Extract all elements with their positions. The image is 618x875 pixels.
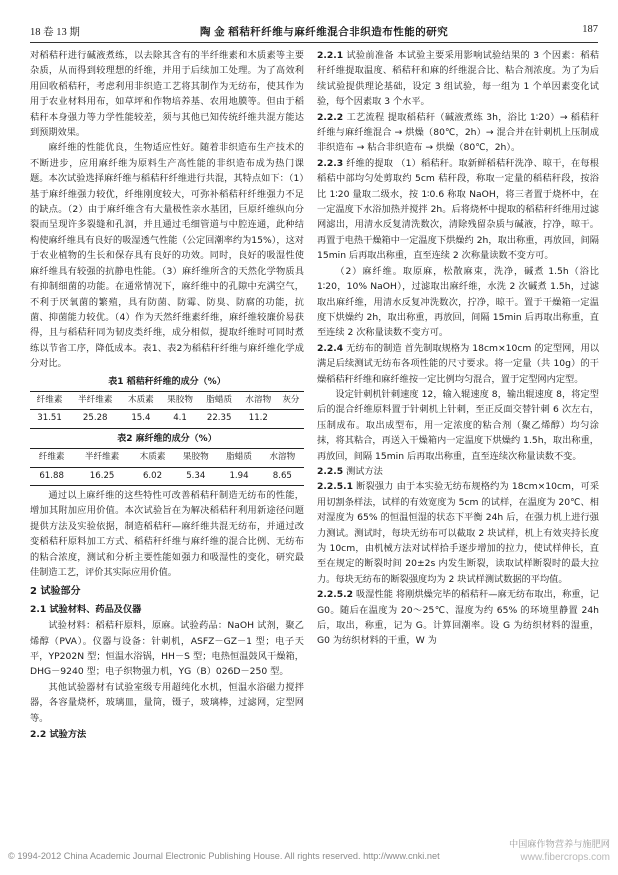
section-number: 2.2.4: [317, 342, 344, 354]
table-header-cell: 灰分: [278, 391, 304, 409]
paragraph-text: 纤维的提取 （1）稻秸秆。取新鲜稻秸秆洗净、晾干，在每根稻秸中部均匀处剪取约 5cm 秸秆段，称取一定量的稻秸秆段，按浴比 1∶20 量取二级水，按 1∶0.6 称取 NaOH，将三者置于烧杯中，在一定温度下水浴加热并搅拌 2h。后将烧杯中提取的稻秸秆纤维用过滤网滤出，用清水反复清洗数次，清除残留杂质与碱液，拧净，晾干。再置于电热干燥箱中一定温度下烘燥约 2h，取出称重，再放回，间隔 15min 后再取出称重，直至连续 2 次称量读数不变方可。: [317, 157, 599, 262]
table2-hemp-composition: [30, 448, 304, 486]
page-number: 187: [582, 24, 598, 35]
subsection-heading-materials: 2.1 试验材料、药品及仪器: [30, 603, 142, 615]
paragraph-preparation: [317, 48, 599, 110]
table-cell: 8.65: [261, 467, 304, 485]
paragraph-nonwoven-making: [317, 341, 599, 387]
volume-issue: 18 卷 13 期: [30, 27, 80, 38]
right-column: [317, 48, 599, 649]
table-header-cell: 水溶物: [239, 391, 278, 409]
table-row: [30, 410, 304, 428]
paragraph-text: 吸湿性能 将刚烘燥完毕的稻秸秆—麻无纺布取出，称重，记 G0。随后在温度为 20～25℃、湿度为约 65% 的环境里静置 24h 后，取出，称重，记为 G。计算回潮率。设 G 为纺织材料的湿重，G0 为纺织材料的干重，W 为: [317, 589, 599, 647]
section-number: 2.2.2: [317, 111, 344, 123]
paragraph-process-flow: [317, 110, 599, 156]
subsection-heading-methods: 2.2 试验方法: [30, 729, 87, 741]
header-rule: [30, 42, 598, 43]
table-header-cell: 果胶物: [174, 449, 217, 467]
paragraph-text: 试验前准备 本试验主要采用影响试验结果的 3 个因素：稻秸秆纤维提取温度、稻秸秆和麻的纤维混合比、粘合剂浓度。为了为后续试验提供理论基础，设定 3 组试验，每一组为 1 个单因素变化试验，每个因素取 3 个水平。: [317, 50, 600, 108]
table-cell: [278, 410, 304, 428]
table-cell: 16.25: [73, 467, 131, 485]
table-cell: 1.94: [217, 467, 260, 485]
section-number: 2.2.5.1: [317, 481, 354, 493]
copyright-notice: © 1994-2012 China Academic Journal Electronic Publishing House. All rights reserved. http://www.cnki.net: [8, 851, 440, 861]
paragraph-moisture-absorption: [317, 587, 599, 649]
running-header: [30, 22, 598, 40]
table-header-cell: 脂蜡质: [200, 391, 239, 409]
paragraph-text: 断裂强力 由于本实验无纺布规格约为 18cm×10cm，可采用切割条样法，试样的有效宽度为 5cm 的试样，在温度为 20℃、相对湿度为 65% 的恒温恒湿的状态下平衡 24h 后，在强力机上进行强力测试。测试时，每块无纺布可以截取 2 块试样，机上有效夹持长度为 10cm，由机械方法对试样拾手逐步增加的拉力，使试样伸长，直至在规定的断裂时间 20±2s 内发生断裂，读取试样断裂时的最大拉力。每块无纺布的断裂强度均为 2 块试样测试数据的平均值。: [317, 481, 600, 585]
paragraph-text: 工艺流程 提取稻秸秆（碱液煮练 3h，浴比 1∶20）→ 稻秸秆纤维与麻纤维混合 → 烘燥（80℃，2h）→ 混合并在针刺机上压制成非织造布 → 粘合非织造布 → 烘燥（80℃，2h）。: [317, 111, 600, 154]
table-cell: 15.4: [121, 410, 160, 428]
watermark-url: www.fibercrops.com: [520, 852, 610, 863]
section-heading-experiment: 2 试验部分: [30, 586, 81, 598]
table2-caption: 表2 麻纤维的成分（%）: [117, 433, 217, 444]
table-row: [30, 467, 304, 485]
table-cell: 25.28: [69, 410, 121, 428]
watermark: [509, 837, 610, 865]
table-cell: 4.1: [160, 410, 199, 428]
paragraph-fiber-extraction: [317, 156, 599, 264]
section-number: 2.2.1: [317, 50, 344, 61]
table1-caption: 表1 稻秸秆纤维的成分（%）: [108, 376, 226, 387]
paragraph-hemp-extraction: （2）麻纤维。取原麻，松散麻束，洗净，碱煮 1.5h（浴比 1∶20，10% NaOH），过滤取出麻纤维，水洗 2 次碱煮 1.5h，过滤取出麻纤维，用清水反复冲洗数次，拧净，晾干。置于干燥箱一定温度下烘燥约 2h，取出称重，再放回，间隔 15min 后再取出称重，直至连续 2 次称量读数不变方可。: [317, 265, 599, 339]
paragraph-intro-cont: 对稻秸秆进行碱液煮练，以去除其含有的半纤维素和木质素等主要杂质，从而得到较理想的纤维，并用于后续加工处理。为了高效利用回收稻秸秆，考虑利用非织造工艺将其制作为无纺布，使其作为用于农业材料用布，如草坪和作物培养基、农用地膜等。但由于稻秸秆本身强力等力学性能较差，须与其他已知传统纤维共混方能达到预期效果。: [30, 50, 304, 139]
running-title: 陶 金 稻秸秆纤维与麻纤维混合非织造布性能的研究: [200, 27, 449, 38]
paragraph-materials: 试验材料：稻秸秆原料，原麻。试验药品：NaOH 试剂，聚乙烯醇（PVA）。仪器与设备：针刺机，ASFZ－GZ－1 型；电子天平，YP202N 型；恒温水浴锅，HH－S 型；电热恒温鼓风干燥箱，DHG－9240 型；电子织物强力机，YG（B）026D－250 型。: [30, 620, 304, 678]
table-header-cell: 纤维素: [30, 449, 73, 467]
paragraph-objective: 通过以上麻纤维的这些特性可改善稻秸秆制造无纺布的性能，增加其附加应用价值。本次试验旨在为解决稻秸秆利用新途径问题提供方法及实验依据，制造稻秸秆—麻纤维共混无纺布，并通过改变稻秸秆原料加工方式、稻秸秆纤维与麻纤维的混合比例、无纺布的粘合浓度，测试和分析主要性能如强力和吸湿性的变化，研究最佳制造工艺，评价其实际应用价值。: [30, 489, 304, 578]
paragraph-needle-punching: 设定针刺机针刺速度 12，输入辊速度 8，输出辊速度 8，将定型后的混合纤维原料置于针刺机上针刺，至正反面交替针刺 6 次左右，压制成布。取出成型布，用一定浓度的粘合剂（聚乙烯醇）均匀涂抹，将其粘合，再送入干燥箱内一定温度下烘燥约 1.5h，取出称重，再放回，间隔 15min 后再取出称重，直至连续次称量读数不变。: [317, 388, 599, 462]
paragraph-breaking-strength: [317, 479, 599, 587]
table-header-cell: 半纤维素: [69, 391, 121, 409]
table-cell: 22.35: [200, 410, 239, 428]
paragraph-other-equipment: 其他试验器材有试验室级专用超纯化水机，恒温水浴磁力搅拌器，各容量烧杯，玻璃皿，量筒，镊子，玻璃棒，过滤网，定型网等。: [30, 681, 304, 724]
table-cell: 31.51: [30, 410, 69, 428]
table-header-cell: 半纤维素: [73, 449, 131, 467]
paragraph-text: 测试方法: [346, 465, 383, 477]
section-number: 2.2.5.2: [317, 589, 354, 601]
paragraph-test-methods: [317, 464, 599, 479]
table1-rice-straw-composition: [30, 391, 304, 429]
section-number: 2.2.5: [317, 465, 344, 477]
watermark-text: 中国麻作物营养与施肥网: [508, 839, 610, 849]
table-cell: 6.02: [131, 467, 174, 485]
table-header-cell: 水溶物: [261, 449, 304, 467]
section-number: 2.2.3: [317, 157, 344, 169]
table-cell: 5.34: [174, 467, 217, 485]
paragraph-text: 无纺布的制造 首先制取规格为 18cm×10cm 的定型网，用以满足后续测试无纺布各项性能的尺寸要求。将一定量（共 10g）的干燥稻秸秆纤维和麻纤维按一定比例均匀混合，置于定型网内定型。: [317, 342, 600, 385]
table-header-cell: 果胶物: [160, 391, 199, 409]
paragraph-hemp-properties: 麻纤维的性能优良，生物适应性好。随着非织造布生产技术的不断进步，应用麻纤维为原料生产高性能的非织造布成为热门课题。本次试验选择麻纤维与稻秸秆纤维进行共混，其特点如下：（1）基于麻纤维强力较优，纤维刚度较大，可弥补稻秸秆纤维强力不足的缺点。（2）由于麻纤维含有大量极性亲水基团，巨原纤维纵向分裂而呈现许多裂缝和孔洞，并且通过毛细管道与中腔连通，此种结构使麻纤维具有良好的吸湿透气性能（公定回潮率约为15%），这对于农业植物的生长和保存具有良好的功效。同时，良好的吸湿性使麻纤维具有较强的抗静电性能。（3）麻纤维所含的天然化学物质具有抑制细菌的功能。在通常情况下，麻纤维中的孔隙中充满空气，不利于厌氧菌的繁殖，具有防菌、防霉、防臭、防腐的功能，抗菌、抑菌能力较优。（4）作为天然纤维素纤维，麻纤维较廉价易获得，且与稻秸秆同为韧皮类纤维，成分相似，提取纤维时可同时煮练以节省工序，降低成本。表1、表2为稻秸秆纤维与麻纤维化学成分对比。: [30, 142, 304, 370]
table-header-cell: 纤维素: [30, 391, 69, 409]
left-column: [30, 48, 304, 743]
table-cell: 11.2: [239, 410, 278, 428]
table-cell: 61.88: [30, 467, 73, 485]
table-header-cell: 脂蜡质: [217, 449, 260, 467]
table-header-cell: 木质素: [121, 391, 160, 409]
table-header-cell: 木质素: [131, 449, 174, 467]
